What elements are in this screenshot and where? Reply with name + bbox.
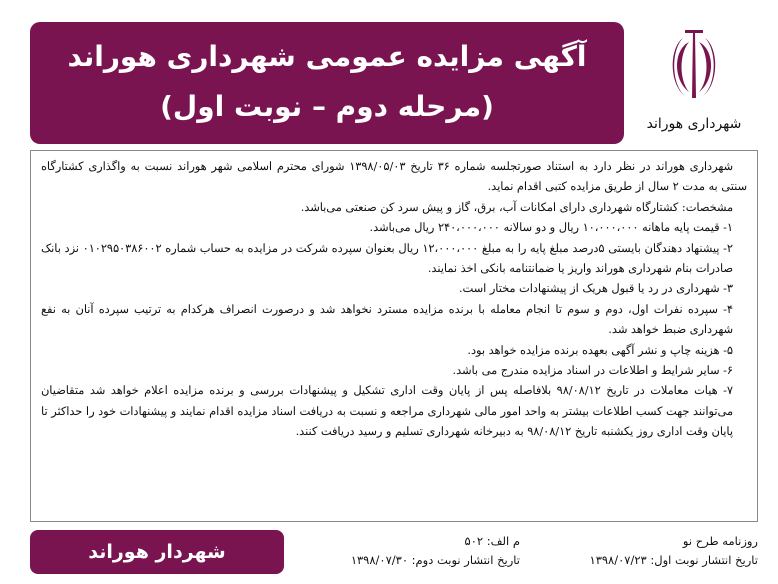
list-item: ۳- شهرداری در رد یا قبول هریک از پیشنهادات مختار است.	[458, 282, 733, 296]
list-item: ۵- هزینه چاپ و نشر آگهی بعهده برنده مزایده خواهد بود.	[467, 343, 733, 357]
signature-banner: شهردار هوراند	[30, 530, 284, 574]
municipality-logo	[630, 24, 758, 142]
intro-paragraph: شهرداری هوراند در نظر دارد به استناد صورتجلسه شماره ۳۶ تاریخ ۱۳۹۸/۰۵/۰۳ شورای محترم اسلامی شهر هوراند نسبت به واگذاری کشتارگاه سنتی به مدت ۲ سال از طریق مزایده کتبی اقدام نماید.	[41, 160, 747, 194]
specs-paragraph: مشخصات: کشتارگاه شهرداری دارای امکانات آب، برق، گاز و پیش سرد کن صنعتی می‌باشد.	[300, 200, 733, 214]
iran-emblem-icon	[667, 28, 721, 102]
page-subtitle: (مرحله دوم – نوبت اول)	[160, 90, 494, 123]
ad-footer	[30, 528, 758, 574]
list-item: ۴- سپرده نفرات اول، دوم و سوم تا انجام معامله با برنده مزایده مسترد نخواهد شد و درصورت انصراف هرکدام به ترتیب سپرده آنان به نفع شهرداری ضبط خواهد شد.	[41, 302, 733, 337]
page-title: آگهی مزایده عمومی شهرداری هوراند	[67, 40, 587, 73]
second-publish-date: تاریخ انتشار نوبت دوم: ۱۳۹۸/۰۷/۳۰	[350, 553, 520, 567]
first-publish-date: تاریخ انتشار نوبت اول: ۱۳۹۸/۰۷/۲۳	[589, 553, 758, 567]
publish-info-second	[292, 532, 520, 570]
logo-label: شهرداری هوراند	[646, 116, 742, 132]
publish-info-first	[538, 532, 758, 570]
list-item: ۱- قیمت پایه ماهانه ۱۰،۰۰۰،۰۰۰ ریال و دو سالانه ۲۴۰،۰۰۰،۰۰۰ ریال می‌باشد.	[369, 221, 733, 235]
newspaper-name: روزنامه طرح نو	[682, 534, 758, 548]
reference-number: م الف: ۵۰۲	[464, 534, 520, 548]
list-item: ۷- هیات معاملات در تاریخ ۹۸/۰۸/۱۲ بلافاصله پس از پایان وقت اداری تشکیل و پیشنهادات بررسی و برنده مزایده اعلام خواهد شد متقاضیان می‌توانند جهت کسب اطلاعات بیشتر به واحد امور مالی شهرداری مراجعه و نسبت به دریافت اسناد مزایده اقدام نمایند و پیشنهادات خود را حداکثر تا پایان وقت اداری روز یکشنبه تاریخ ۹۸/۰۸/۱۲ به دبیرخانه شهرداری تسلیم و رسید دریافت کنند.	[41, 384, 733, 439]
list-item: ۲- پیشنهاد دهندگان بایستی ۵درصد مبلغ پایه را به مبلغ ۱۲،۰۰۰،۰۰۰ ریال بعنوان سپرده شرکت در مزایده به حساب شماره ۰۱۰۲۹۵۰۳۸۶۰۰۲ نزد بانک صادرات بنام شهرداری هوراند واریز یا ضمانتنامه بانکی اخذ نمایند.	[41, 241, 733, 276]
title-banner	[30, 22, 624, 144]
list-item: ۶- سایر شرایط و اطلاعات در اسناد مزایده مندرج می باشد.	[452, 364, 733, 378]
ad-body	[30, 150, 758, 522]
